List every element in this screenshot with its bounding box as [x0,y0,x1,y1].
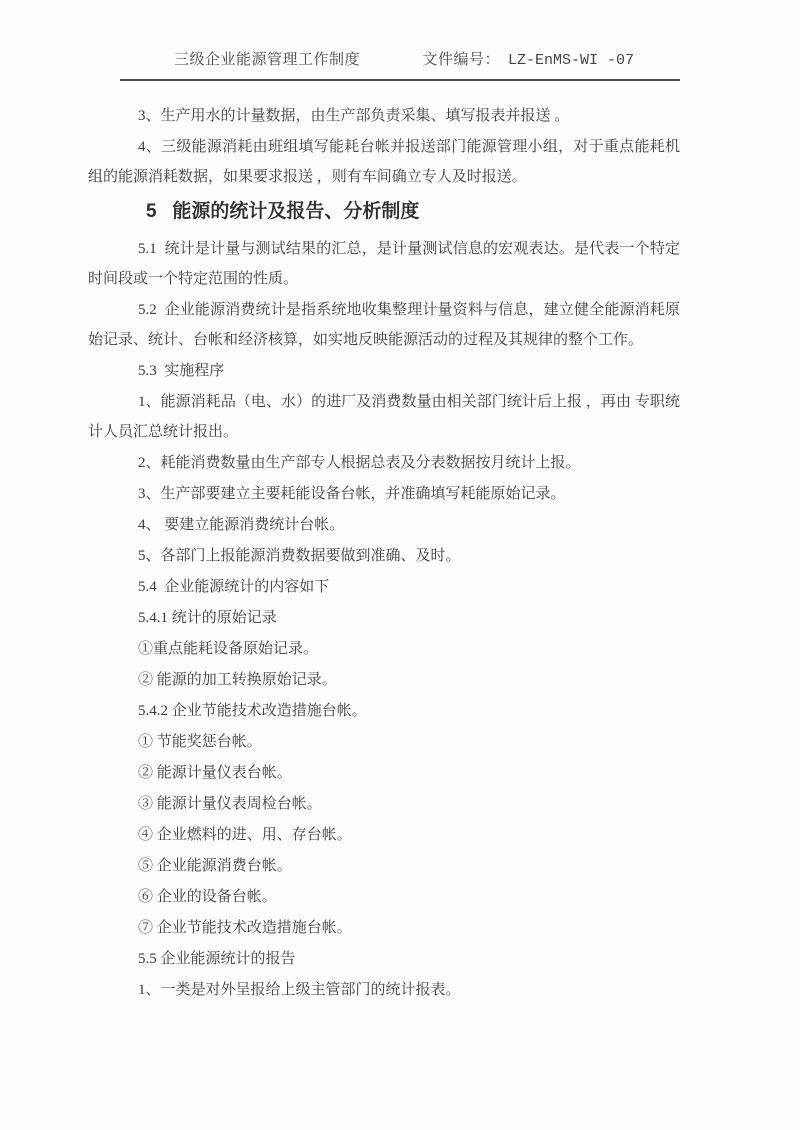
paragraph: ⑥ 企业的设备台帐。 [138,889,277,905]
document-number-label: 文件编号： [422,52,500,68]
document-body [88,101,680,1005]
document-number-group [422,50,634,71]
paragraph: 5.1 统计是计量与测试结果的汇总，是计量测试信息的宏观表达。是代表一个特定时间段或一个特定范围的性质。 [88,241,680,287]
paragraph: 5.2 企业能源消费统计是指系统地收集整理计量资料与信息，建立健全能源消耗原始记录、统计、台帐和经济核算，如实地反映能源活动的过程及其规律的整个工作。 [88,302,680,348]
paragraph: ①重点能耗设备原始记录。 [138,641,319,657]
paragraph: 5.5 企业能源统计的报告 [138,951,296,967]
paragraph: 3、生产部要建立主要耗能设备台帐，并准确填写耗能原始记录。 [138,486,566,502]
document-title: 三级企业能源管理工作制度 [174,52,361,68]
paragraph: 5.4.2 企业节能技术改造措施台帐。 [138,703,367,719]
paragraph: ④ 企业燃料的进、用、存台帐。 [138,827,352,843]
paragraph: 5、各部门上报能源消费数据要做到准确、及时。 [138,548,461,564]
paragraph: 2、耗能消费数量由生产部专人根据总表及分表数据按月统计上报。 [138,455,581,471]
paragraph: ③ 能源计量仪表周检台帐。 [138,796,322,812]
page-header [120,50,680,81]
paragraph: 4、 要建立能源消费统计台帐。 [138,517,345,533]
paragraph: ① 节能奖惩台帐。 [138,734,262,750]
paragraph: 3、生产用水的计量数据，由生产部负责采集、填写报表并报送 。 [138,108,570,124]
document-number-value: LZ-EnMS-WI -07 [507,52,634,69]
paragraph: ⑦ 企业节能技术改造措施台帐。 [138,920,352,936]
paragraph: 5.4 企业能源统计的内容如下 [138,579,330,595]
paragraph: 4、三级能源消耗由班组填写能耗台帐并报送部门能源管理小组，对于重点能耗机组的能源消耗数据，如果要求报送 ，则有车间确立专人及时报送。 [88,139,680,185]
section-heading: 5 能源的统计及报告、分析制度 [146,201,420,222]
paragraph: 5.3 实施程序 [138,363,225,379]
paragraph: 5.4.1 统计的原始记录 [138,610,277,626]
paragraph: ② 能源的加工转换原始记录。 [138,672,337,688]
paragraph: 1、一类是对外呈报给上级主管部门的统计报表。 [138,982,461,998]
paragraph: 1、能源消耗品（电、水）的进厂及消费数量由相关部门统计后上报 ，再由 专职统计人员汇总统计报出。 [88,394,680,440]
paragraph: ⑤ 企业能源消费台帐。 [138,858,292,874]
paragraph: ② 能源计量仪表台帐。 [138,765,292,781]
